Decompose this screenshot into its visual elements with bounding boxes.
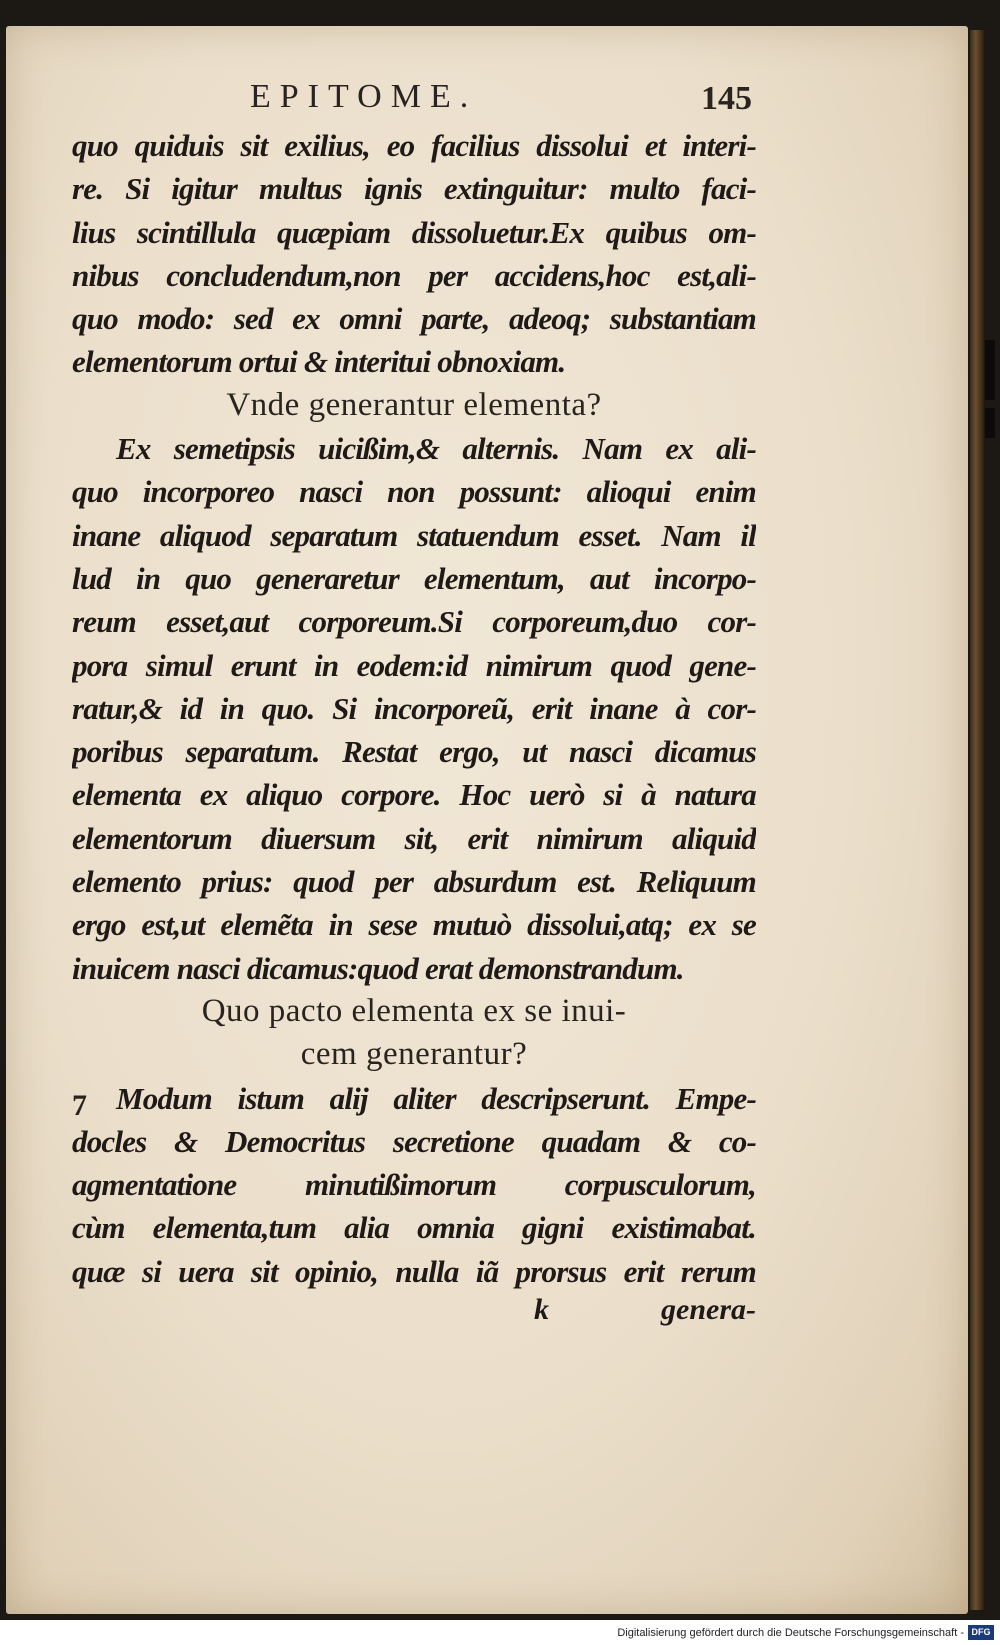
text-line: Modum istum alij aliter descripserunt. Empe- (116, 1080, 756, 1116)
catchword-row (72, 1293, 756, 1336)
text-line: inuicem nasci dicamus:quod erat demonstrandum. (72, 950, 684, 986)
section-heading: Quo pacto elementa ex se inui- (201, 992, 627, 1029)
text-line: reum esset,aut corporeum.Si corporeum,duo cor- (72, 604, 756, 640)
text-line: cùm elementa,tum alia omnia gigni existimabat. (72, 1210, 756, 1246)
text-line: docles & Democritus secretione quadam & co- (72, 1123, 756, 1159)
text-line: ergo est,ut elemẽta in sese mutuò dissolui,atq; ex se (72, 907, 756, 943)
text-line: pora simul erunt in eodem:id nimirum quod gene- (72, 647, 756, 683)
dfg-logo: DFG (968, 1625, 994, 1640)
text-line: elemento prius: quod per absurdum est. Reliquum (72, 864, 756, 900)
marginal-number: 7 (72, 1089, 87, 1122)
text-line: quæ si uera sit opinio, nulla iã prorsus erit rerum (72, 1253, 756, 1289)
text-line: poribus separatum. Restat ergo, ut nasci dicamus (72, 734, 756, 770)
book-page-edge (970, 30, 984, 1610)
running-head: EPITOME. (250, 78, 478, 115)
signature-mark: k (534, 1293, 549, 1327)
text-line: elementorum diuersum sit, erit nimirum aliquid (72, 820, 756, 856)
text-line: quo modo: sed ex omni parte, adeoq; substantiam (72, 301, 756, 337)
edge-tab-mark (985, 340, 995, 400)
text-line: lud in quo generaretur elementum, aut incorpo- (72, 560, 756, 596)
text-line: agmentatione minutißimorum corpusculorum, (72, 1167, 756, 1203)
section-heading: Vnde generantur elementa? (226, 386, 602, 423)
text-line: elementa ex aliquo corpore. Hoc uerò si à natura (72, 777, 756, 813)
text-line: inane aliquod separatum statuendum esset. Nam il (72, 517, 756, 553)
text-line: elementorum ortui & interitui obnoxiam. (72, 344, 566, 380)
catchword: genera- (661, 1293, 756, 1327)
page-number: 145 (701, 80, 752, 117)
text-line: quo incorporeo nasci non possunt: alioqui enim (72, 474, 756, 510)
text-line: quo quiduis sit exilius, eo facilius dissolui et interi- (72, 128, 756, 163)
text-line: nibus concludendum,non per accidens,hoc est,ali- (72, 257, 756, 293)
text-line: lius scintillula quæpiam dissoluetur.Ex quibus om- (72, 214, 756, 250)
text-line: re. Si igitur multus ignis extinguitur: multo faci- (72, 171, 756, 207)
page-header (72, 78, 752, 122)
section-heading: cem generantur? (300, 1036, 528, 1073)
text-line: ratur,& id in quo. Si incorporeũ, erit inane à cor- (72, 690, 756, 726)
body-text (72, 124, 756, 1336)
text-line: Ex semetipsis uicißim,& alternis. Nam ex ali- (116, 431, 756, 467)
funding-credit: Digitalisierung gefördert durch die Deutsche Forschungsgemeinschaft - (617, 1627, 964, 1639)
edge-tab-mark (985, 408, 995, 438)
